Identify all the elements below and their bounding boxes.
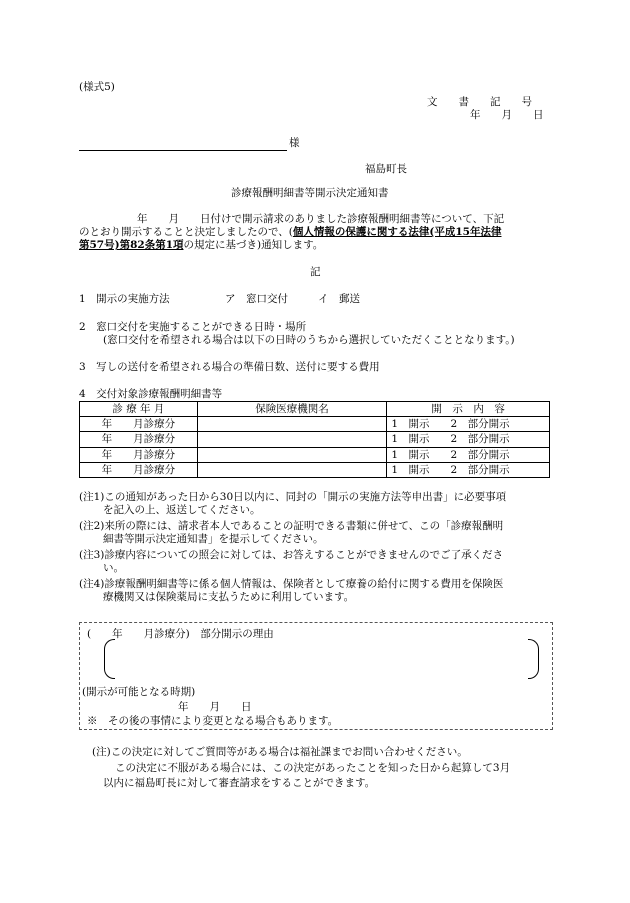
col-header-disclosure: 開 示 内 容 — [387, 402, 550, 417]
ki-heading: 記 — [310, 266, 321, 278]
col-header-institution: 保険医療機関名 — [197, 402, 387, 417]
note-3-line-2: い。 — [103, 562, 124, 574]
option-counter[interactable]: ア 窓口交付 — [225, 293, 288, 305]
cell-month: 年 月診療分 — [80, 447, 198, 462]
timing-remark: ※ その後の事情により変更となる場合もあります。 — [87, 715, 339, 727]
footer-line-2: この決定に不服がある場合には、この決定があったことを知った日から起算して3月 — [115, 762, 511, 774]
table-row — [80, 432, 550, 447]
cell-month: 年 月診療分 — [80, 417, 198, 432]
col-header-month: 診 療 年 月 — [80, 402, 198, 417]
right-bracket — [528, 639, 539, 679]
note-2-line-2: 細書等開示決定通知書」を提示してください。 — [103, 533, 324, 545]
section-2-note: (窓口交付を希望される場合は以下の日時のうちから選択していただくこととなります。) — [103, 334, 515, 346]
note-1-line-1: (注1)この通知があった日から30日以内に、同封の「開示の実施方法等申出書」に必要事項 — [79, 491, 507, 503]
left-bracket — [104, 639, 115, 679]
law-article: 第57号)第82条第1項 — [79, 239, 184, 251]
cell-institution[interactable] — [197, 432, 387, 447]
cell-disclosure[interactable]: 1 開示 2 部分開示 — [387, 447, 550, 462]
note-4-line-1: (注4)診療報酬明細書等に係る個人情報は、保険者として療養の給付に関する費用を保険医 — [79, 578, 504, 590]
note-1-line-2: を記入の上、返送してください。 — [103, 504, 261, 516]
addressee-line — [79, 150, 287, 151]
note-4-line-2: 療機関又は保険薬局に支払うために利用しています。 — [103, 591, 355, 603]
body-text: の規定に基づき)通知します。 — [183, 239, 324, 251]
timing-date: 年 月 日 — [178, 701, 252, 713]
cell-disclosure[interactable]: 1 開示 2 部分開示 — [387, 462, 550, 477]
cell-institution[interactable] — [197, 417, 387, 432]
table-row — [80, 462, 550, 477]
cell-disclosure[interactable]: 1 開示 2 部分開示 — [387, 432, 550, 447]
footer-line-3: 以内に福島町長に対して審査請求をすることができます。 — [103, 777, 376, 789]
section-2-label: 2 窓口交付を実施することができる日時・場所 — [79, 321, 307, 333]
footer-line-1: (注)この決定に対してご質問等がある場合は福祉課までお問い合わせください。 — [92, 746, 468, 758]
body-line-3 — [79, 238, 323, 252]
document-code: 文 書 記 号 — [427, 96, 532, 108]
addressee-suffix: 様 — [289, 137, 300, 149]
cell-disclosure[interactable]: 1 開示 2 部分開示 — [387, 417, 550, 432]
body-text: のとおり開示することと決定しましたので、( — [79, 226, 293, 238]
form-number: (様式5) — [79, 81, 115, 93]
timing-label: (開示が可能となる時期) — [82, 686, 196, 698]
note-2-line-1: (注2)来所の際には、請求者本人であることの証明できる書類に併せて、この「診療報酬明 — [79, 520, 504, 532]
cell-institution[interactable] — [197, 447, 387, 462]
statements-table — [79, 401, 550, 478]
cell-month: 年 月診療分 — [80, 432, 198, 447]
note-3-line-1: (注3)診療内容についての照会に対しては、お答えすることができませんのでご了承くださ — [79, 549, 504, 561]
table-header-row — [80, 402, 550, 417]
section-4-label: 4 交付対象診療報酬明細書等 — [79, 388, 223, 400]
option-mail[interactable]: イ 郵送 — [318, 293, 360, 305]
cell-institution[interactable] — [197, 462, 387, 477]
table-row — [80, 417, 550, 432]
law-reference: 個人情報の保護に関する法律(平成15年法律 — [292, 226, 502, 238]
section-1-label: 1 開示の実施方法 — [79, 293, 170, 305]
section-3-label: 3 写しの送付を希望される場合の準備日数、送付に要する費用 — [79, 361, 380, 373]
body-line-1: 年 月 日付けで開示請求のありました診療報酬明細書等について、下記 — [137, 213, 505, 225]
issuer: 福島町長 — [365, 163, 407, 175]
document-title: 診療報酬明細書等開示決定通知書 — [231, 187, 389, 199]
cell-month: 年 月診療分 — [80, 462, 198, 477]
table-row — [80, 447, 550, 462]
partial-disclosure-heading: ( 年 月診療分) 部分開示の理由 — [87, 628, 274, 640]
date-line: 年 月 日 — [470, 109, 544, 121]
